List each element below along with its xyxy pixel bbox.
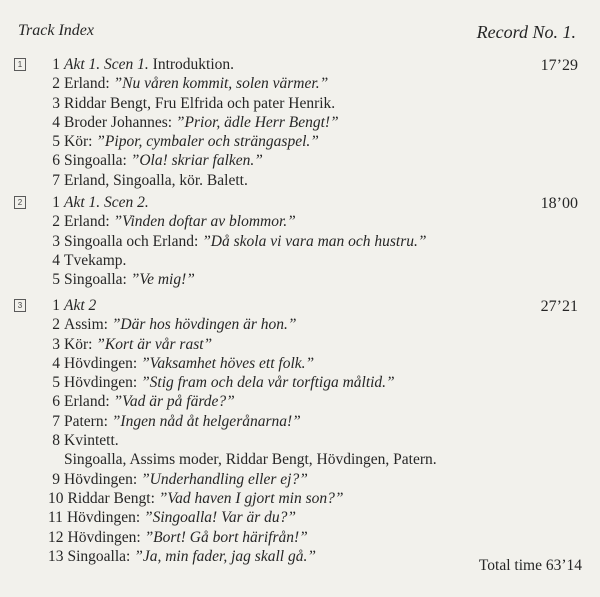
section-title: ”Pipor, cymbaler och strängaspel.” xyxy=(96,133,319,151)
section-speaker: Tvekamp. xyxy=(64,251,127,269)
total-time: Total time 63’14 xyxy=(478,557,582,574)
section-number: 7 xyxy=(52,412,60,430)
section-line xyxy=(48,55,339,74)
section-number: 5 xyxy=(52,271,60,289)
section-number: 1 xyxy=(52,56,60,73)
section-speaker: Hövdingen: xyxy=(66,509,144,527)
section-line xyxy=(48,74,339,93)
track-duration: 18’00 xyxy=(540,195,578,212)
section-number: 4 xyxy=(52,113,60,131)
section-line xyxy=(48,270,427,289)
section-title: ”Stig fram och dela vår torftiga måltid.” xyxy=(141,374,395,392)
section-speaker: Erland, Singoalla, kör. Balett. xyxy=(64,171,248,189)
section-line xyxy=(48,373,437,392)
section-title: ”Ola! skriar falken.” xyxy=(130,152,263,170)
section-title: ”Då skola vi vara man och hustru.” xyxy=(202,232,427,250)
section-line xyxy=(48,354,437,373)
section-line xyxy=(48,412,437,431)
section-lines xyxy=(48,55,339,190)
section-speaker: Riddar Bengt, Fru Elfrida och pater Henrik. xyxy=(64,94,336,112)
section-speaker: Broder Johannes: xyxy=(64,113,176,131)
section-line xyxy=(48,296,437,315)
section-number: 10 xyxy=(48,489,64,507)
section-title: ”Ve mig!” xyxy=(130,271,195,289)
section-title: ”Underhandling eller ej?” xyxy=(141,470,308,488)
section-speaker: Erland: xyxy=(64,213,114,231)
section-title: ”Ingen nåd åt helgerånarna!” xyxy=(111,412,301,430)
section-title: ”Kort är vår rast” xyxy=(96,335,213,353)
section-speaker: Singoalla: xyxy=(64,152,131,170)
section-lines xyxy=(48,193,427,289)
section-line xyxy=(48,251,427,270)
section-speaker: Singoalla: xyxy=(64,271,131,289)
section-number: 6 xyxy=(52,393,60,411)
section-line xyxy=(48,94,339,113)
section-number: 1 xyxy=(52,297,60,314)
track-number-box: 1 xyxy=(14,58,26,71)
section-title: ”Prior, ädle Herr Bengt!” xyxy=(175,113,339,131)
section-number: 12 xyxy=(48,528,64,546)
section-number: 3 xyxy=(52,335,60,353)
section-title: ”Vaksamhet höves ett folk.” xyxy=(141,354,315,372)
section-title: ”Där hos hövdingen är hon.” xyxy=(111,316,297,334)
section-number: 3 xyxy=(52,94,60,112)
section-title: ”Nu våren kommit, solen värmer.” xyxy=(113,75,329,93)
section-number: 11 xyxy=(48,509,63,527)
section-lines xyxy=(48,296,437,566)
section-speaker: Kvintett. xyxy=(64,432,119,450)
section-line xyxy=(48,431,437,450)
section-speaker: Riddar Bengt: xyxy=(67,489,159,507)
section-line xyxy=(48,450,437,469)
section-line xyxy=(48,489,437,508)
section-number: 13 xyxy=(48,547,64,565)
section-title: Akt 1. Scen 1. xyxy=(64,56,149,73)
track-duration: 27’21 xyxy=(540,298,578,315)
section-line xyxy=(48,193,427,212)
section-title: ”Singoalla! Var är du?” xyxy=(144,509,297,527)
section-line xyxy=(48,528,437,547)
section-number: 9 xyxy=(52,470,60,488)
section-speaker: Kör: xyxy=(64,133,97,151)
section-title: ”Ja, min fader, jag skall gå.” xyxy=(134,547,316,565)
section-title: Akt 2 xyxy=(64,297,97,314)
track-index-heading: Track Index xyxy=(18,22,94,39)
section-number: 2 xyxy=(52,316,60,334)
section-number: 3 xyxy=(52,232,60,250)
section-line xyxy=(48,113,339,132)
section-title: ”Vad är på färde?” xyxy=(113,393,235,411)
section-title: ”Bort! Gå bort härifrån!” xyxy=(144,528,308,546)
section-speaker: Singoalla och Erland: xyxy=(64,232,203,250)
section-speaker: Hövdingen: xyxy=(67,528,145,546)
section-line xyxy=(48,212,427,231)
section-number: 7 xyxy=(52,171,60,189)
section-speaker: Singoalla, Assims moder, Riddar Bengt, Hövdingen, Patern. xyxy=(64,451,437,469)
section-title: ”Vad haven I gjort min son?” xyxy=(158,489,344,507)
section-line xyxy=(48,315,437,334)
section-line xyxy=(48,392,437,411)
section-number: 5 xyxy=(52,133,60,151)
section-speaker: Hövdingen: xyxy=(64,470,142,488)
section-number: 6 xyxy=(52,152,60,170)
section-line xyxy=(48,508,437,527)
section-note: Introduktion. xyxy=(148,56,235,73)
section-speaker: Patern: xyxy=(64,412,112,430)
section-title: ”Vinden doftar av blommor.” xyxy=(113,213,296,231)
section-speaker: Assim: xyxy=(64,316,112,334)
record-number-heading: Record No. 1. xyxy=(476,22,576,42)
section-line xyxy=(48,547,437,566)
section-number: 8 xyxy=(52,432,60,450)
section-number: 5 xyxy=(52,374,60,392)
track-number-box: 3 xyxy=(14,299,26,312)
section-speaker: Erland: xyxy=(64,393,114,411)
section-line xyxy=(48,171,339,190)
section-speaker: Kör: xyxy=(64,335,97,353)
section-line xyxy=(48,470,437,489)
track-number-box: 2 xyxy=(14,196,26,209)
section-line xyxy=(48,151,339,170)
section-number: 1 xyxy=(52,194,60,211)
section-number: 2 xyxy=(52,75,60,93)
section-line xyxy=(48,335,437,354)
section-title: Akt 1. Scen 2. xyxy=(64,194,149,211)
section-number: 4 xyxy=(52,354,60,372)
section-speaker: Erland: xyxy=(64,75,114,93)
section-speaker: Hövdingen: xyxy=(64,354,142,372)
section-number: 4 xyxy=(52,251,60,269)
section-speaker: Hövdingen: xyxy=(64,374,142,392)
section-speaker: Singoalla: xyxy=(67,547,135,565)
section-number: 2 xyxy=(52,213,60,231)
section-line xyxy=(48,132,339,151)
track-duration: 17’29 xyxy=(540,57,578,74)
section-line xyxy=(48,232,427,251)
